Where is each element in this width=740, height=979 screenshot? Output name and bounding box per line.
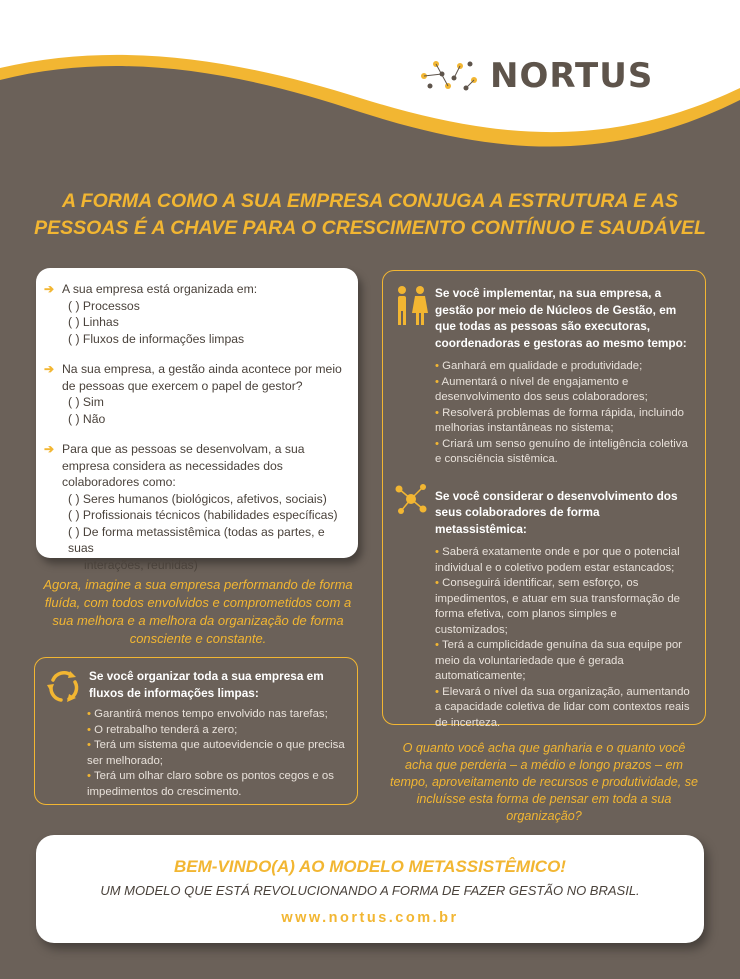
- list-item: • Garantirá menos tempo envolvido nas tarefas;: [87, 708, 328, 720]
- option-processos[interactable]: ( ) Processos: [68, 298, 140, 313]
- question-1: [44, 281, 348, 347]
- logo-mark-icon: [418, 56, 480, 96]
- panel-flow: [34, 657, 358, 805]
- option-metassistemica[interactable]: ( ) De forma metassistêmica (todas as partes, e suas: [68, 524, 325, 555]
- option-profissionais[interactable]: ( ) Profissionais técnicos (habilidades específicas): [68, 508, 338, 522]
- list-item: • Terá um olhar claro sobre os pontos cegos e os impedimentos do crescimento.: [87, 770, 334, 798]
- list-item: • Aumentará o nível de engajamento e desenvolvimento dos seus colaboradores;: [435, 375, 648, 403]
- option-nao[interactable]: ( ) Não: [68, 411, 106, 426]
- panel-desenv-title: Se você considerar o desenvolvimento dos seus colaboradores de forma metassistêmica:: [435, 488, 678, 536]
- arrow-right-icon: ➔: [44, 282, 55, 296]
- footer-title: BEM-VINDO(A) AO MODELO METASSISTÊMICO!: [174, 857, 566, 876]
- option-fluxos[interactable]: ( ) Fluxos de informações limpas: [68, 331, 245, 346]
- list-item: • Ganhará em qualidade e produtividade;: [435, 360, 643, 372]
- page-headline: [20, 188, 720, 242]
- option-seres-humanos[interactable]: ( ) Seres humanos (biológicos, afetivos, sociais): [68, 491, 327, 506]
- list-item: • Criará um senso genuíno de inteligência coletiva e consciência sistêmica.: [435, 437, 688, 465]
- list-item: • Saberá exatamente onde e por que o potencial individual e o coletivo podem estar estancados;: [435, 546, 680, 574]
- panel-flow-title: Se você organizar toda a sua empresa em fluxos de informações limpas:: [89, 669, 324, 700]
- question-text: Para que as pessoas se desenvolvam, a sua empresa considera as necessidades dos colaboradores como:: [62, 442, 305, 489]
- headline-line-2: PESSOAS É A CHAVE PARA O CRESCIMENTO CONTÍNUO E SAUDÁVEL: [34, 217, 706, 239]
- footer-card: [36, 835, 704, 943]
- arrow-right-icon: ➔: [44, 442, 55, 456]
- question-2: [44, 361, 348, 427]
- footer-url-link[interactable]: www.nortus.com.br: [281, 910, 459, 926]
- network-icon: [393, 481, 429, 517]
- headline-line-1: A FORMA COMO A SUA EMPRESA CONJUGA A ESTRUTURA E AS: [61, 190, 679, 212]
- option-metassistemica-cont: interações, reunidas): [84, 557, 198, 572]
- footer-subtitle: UM MODELO QUE ESTÁ REVOLUCIONANDO A FORMA DE FAZER GESTÃO NO BRASIL.: [100, 883, 640, 898]
- list-item: • Terá um sistema que autoevidencie o que precisa ser melhorado;: [87, 739, 345, 767]
- panel-nucleos-title: Se você implementar, na sua empresa, a gestão por meio de Núcleos de Gestão, em que todas as pessoas são executoras, coordenadoras e gestoras ao mesmo tempo:: [435, 286, 687, 350]
- list-item: • Terá a cumplicidade genuína da sua equipe por meio da voluntariedade que é gerada automaticamente;: [435, 639, 682, 682]
- question-3: [44, 441, 348, 573]
- list-item: • Resolverá problemas de forma rápida, incluindo melhorias instantâneas no sistema;: [435, 406, 685, 434]
- list-item: • Conseguirá identificar, sem esforço, os impedimentos, e atuar em sua transformação de forma efetiva, com planos simples e customizados;: [435, 577, 681, 636]
- question-text: A sua empresa está organizada em:: [62, 282, 258, 296]
- question-text: Na sua empresa, a gestão ainda acontece por meio de pessoas que exercem o papel de gestor?: [62, 362, 342, 393]
- list-item: • O retrabalho tenderá a zero;: [87, 723, 238, 736]
- panel-right: [382, 270, 706, 729]
- brand-name: NORTUS: [490, 56, 654, 96]
- option-sim[interactable]: ( ) Sim: [68, 395, 104, 409]
- option-linhas[interactable]: ( ) Linhas: [68, 315, 119, 329]
- question-text-closing: O quanto você acha que ganharia e o quanto você acha que perderia – a médio e longo prazos – em tempo, aproveitamento de recursos e produtividade, se incluísse esta forma de pensar em toda a sua organização?: [389, 741, 699, 823]
- arrow-right-icon: ➔: [44, 362, 55, 376]
- questions-card: [36, 268, 358, 572]
- list-item: • Elevará o nível da sua organização, aumentando a capacidade coletiva de lidar com contextos reais de incerteza.: [435, 685, 690, 729]
- brand-logo: [418, 56, 653, 96]
- cycle-arrows-icon: [45, 668, 81, 704]
- people-icon: [393, 285, 429, 327]
- imagine-text: Agora, imagine a sua empresa performando de forma fluída, com todos envolvidos e comprometidos com a sua melhora e a melhora da organização de forma consciente e constante.: [43, 577, 353, 646]
